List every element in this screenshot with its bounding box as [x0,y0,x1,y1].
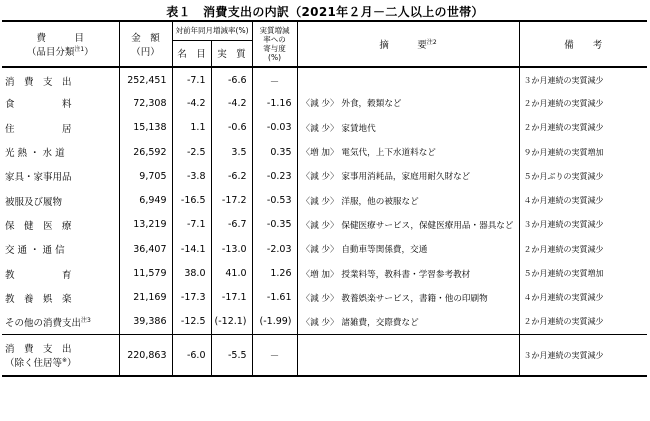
row-tag: 〈減 少〉 [301,196,339,207]
row-real: -13.0 [211,237,252,261]
table-row [2,67,647,91]
row-amount: 252,451 [119,67,172,91]
row-tag: 〈減 少〉 [301,172,339,183]
row-tag: 〈減 少〉 [301,220,339,231]
amount-header: 金 額 （円） [119,21,172,67]
row-item: 食 料 [2,91,119,115]
row-real: -6.6 [211,67,252,91]
row-nominal: -7.1 [172,213,211,237]
row-remark: ３か月連続の実質減少 [519,334,647,376]
row-amount: 13,219 [119,213,172,237]
row-remark: ９か月連続の実質増加 [523,147,604,157]
row-item: 交 通 ・ 通 信 [2,237,119,261]
row-remark: ３か月連続の実質減少 [523,220,604,230]
row-real: -17.2 [211,188,252,212]
row-contribution: 1.26 [252,261,297,285]
row-contribution: -0.35 [252,213,297,237]
row-summary [297,91,519,115]
row-summary-text: 保健医療サービス，保健医療用品・器具など [341,220,514,231]
row-remark: ３か月連続の実質減少 [523,76,604,86]
row-item: 消 費 支 出 （除く住居等※） [2,334,119,376]
row-contribution: (-1.99) [252,310,297,334]
row-summary [297,188,519,212]
row-real: -17.1 [211,286,252,310]
table-row [2,116,647,140]
row-nominal: -14.1 [172,237,211,261]
table-row [2,213,647,237]
row-summary-text: 洋服，他の被服など [341,196,419,207]
row-nominal: 38.0 [172,261,211,285]
row-remark: ５か月ぶりの実質減少 [523,171,604,181]
contribution-header: 実質増減 率への 寄与度 (%) [252,21,297,67]
row-real: -0.6 [211,116,252,140]
row-tag: 〈減 少〉 [301,317,339,328]
row-item: 消 費 支 出 [2,67,119,91]
row-summary-text: 外食，穀類など [341,99,402,110]
row-summary-text: 授業料等，教科書・学習参考教材 [341,269,471,280]
table-row [2,286,647,310]
row-summary [297,116,519,140]
real-header: 実 質 [211,40,252,67]
row-amount: 39,386 [119,310,172,334]
table-row-total-excl-housing [2,334,647,376]
row-summary [297,237,519,261]
row-nominal: -7.1 [172,67,211,91]
row-nominal: -17.3 [172,286,211,310]
row-summary [297,286,519,310]
row-tag: 〈増 加〉 [301,269,339,280]
row-contribution: － [252,334,297,376]
row-summary [297,310,519,334]
row-nominal: -6.0 [172,334,211,376]
row-tag: 〈減 少〉 [301,293,339,304]
row-amount: 6,949 [119,188,172,212]
row-tag: 〈減 少〉 [301,245,339,256]
row-summary-text: 自動車等関係費，交通 [341,245,428,256]
row-summary-text: 家賃地代 [341,123,376,134]
table-row [2,164,647,188]
row-item: 教 育 [2,261,119,285]
row-real: (-12.1) [211,310,252,334]
row-nominal: 1.1 [172,116,211,140]
row-remark: ４か月連続の実質減少 [523,196,604,206]
row-summary-text: 諸雑費，交際費など [341,317,419,328]
row-amount: 21,169 [119,286,172,310]
row-item: 住 居 [2,116,119,140]
row-summary-text: 電気代，上下水道料など [341,148,436,159]
row-remark: ４か月連続の実質減少 [523,293,604,303]
row-amount: 72,308 [119,91,172,115]
row-item: 家具・家事用品 [2,164,119,188]
row-nominal: -2.5 [172,140,211,164]
remarks-header: 備 考 [519,21,647,67]
row-contribution: -0.23 [252,164,297,188]
item-header [2,21,119,67]
table-row [2,261,647,285]
row-amount: 11,579 [119,261,172,285]
row-item: その他の消費支出$^{注3}$ [2,310,119,334]
nominal-header: 名 目 [172,40,211,67]
row-contribution: -2.03 [252,237,297,261]
table-row [2,237,647,261]
row-summary [297,164,519,188]
row-remark: ５か月連続の実質増加 [523,269,604,279]
row-amount: 9,705 [119,164,172,188]
row-amount: 36,407 [119,237,172,261]
row-real: -4.2 [211,91,252,115]
row-contribution: 0.35 [252,140,297,164]
row-contribution: -1.61 [252,286,297,310]
row-nominal: -12.5 [172,310,211,334]
row-remark: ２か月連続の実質減少 [523,244,604,254]
row-nominal: -16.5 [172,188,211,212]
row-contribution: -1.16 [252,91,297,115]
row-contribution: -0.53 [252,188,297,212]
row-real: 3.5 [211,140,252,164]
row-tag: 〈減 少〉 [301,99,339,110]
table-row [2,91,647,115]
item-header-label: 費 目 [36,32,84,44]
row-summary-text: 教養娯楽サービス，書籍・他の印刷物 [341,293,488,304]
table-row [2,140,647,164]
row-remark: ２か月連続の実質減少 [523,98,604,108]
expenditure-table [2,20,647,377]
row-amount: 220,863 [119,334,172,376]
row-tag: 〈増 加〉 [301,148,339,159]
yoy-header: 対前年同月増減率(%) [172,21,252,40]
row-summary [297,261,519,285]
row-amount: 15,138 [119,116,172,140]
row-remark: ２か月連続の実質減少 [523,123,604,133]
row-real: -6.2 [211,164,252,188]
row-amount: 26,592 [119,140,172,164]
row-real: -6.7 [211,213,252,237]
row-nominal: -3.8 [172,164,211,188]
row-item: 保 健 医 療 [2,213,119,237]
row-nominal: -4.2 [172,91,211,115]
row-summary [297,140,519,164]
row-real: -5.5 [211,334,252,376]
row-contribution: － [252,67,297,91]
table-row [2,310,647,334]
summary-header: 摘 要$^{注2}$ [297,21,519,67]
row-summary [297,67,519,91]
row-summary [297,213,519,237]
table-body [2,67,647,334]
row-contribution: -0.03 [252,116,297,140]
item-header-sub: （品目分類$^{注1}$） [26,45,94,59]
row-item: 教 養 娯 楽 [2,286,119,310]
row-real: 41.0 [211,261,252,285]
row-item: 光 熱 ・ 水 道 [2,140,119,164]
row-summary [297,334,519,376]
row-remark: ２か月連続の実質減少 [523,317,604,327]
table-row [2,188,647,212]
table-title: 表１ 消費支出の内訳（2021年２月－二人以上の世帯） [166,5,484,19]
row-item: 被服及び履物 [2,188,119,212]
row-tag: 〈減 少〉 [301,123,339,134]
header-row-1 [2,21,647,40]
row-summary-text: 家事用消耗品，家庭用耐久財など [341,172,471,183]
